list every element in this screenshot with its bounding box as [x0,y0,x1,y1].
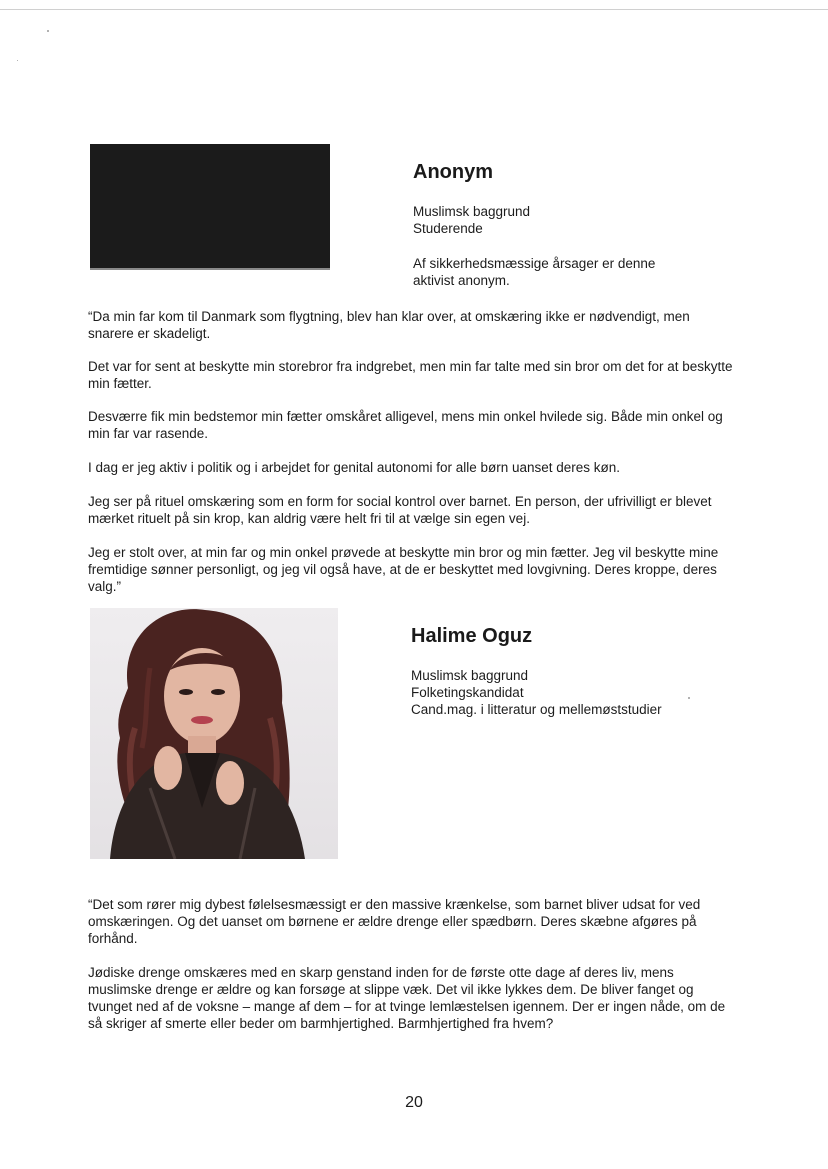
quote-paragraph: “Det som rører mig dybest følelsesmæssigt er den massive krænkelse, som barnet bliver udsat for ved omskæringen. Og det uanset om børnene er ældre drenge eller spædbørn. Deres skæbne afgøres på forhånd. [88,897,701,946]
quote-paragraph: Desværre fik min bedstemor min fætter omskåret alligevel, mens min onkel hvilede sig. Både min onkel og min far var rasende. [88,409,723,441]
scan-edge-line [0,9,828,10]
profile-detail-line: Cand.mag. i litteratur og mellemøststudier [411,702,662,717]
profile-name-anonym: Anonym [413,161,493,183]
scan-speck [17,60,18,61]
profile-note-anonym [413,255,655,289]
profile-note-line: aktivist anonym. [413,273,510,288]
quote-paragraph: Jødiske drenge omskæres med en skarp genstand inden for de første otte dage af deres liv, mens muslimske drenge er ældre og kan forsøge at slippe væk. Det vil ikke lykkes dem. De bliver fanget og tvunget ned af de voksne – mange af dem – for at tvinge lemlæstelsen igennem. Der er ingen nåde, om de så skriger af smerte eller beder om barmhjertighed. Barmhjertighed fra hvem? [88,965,726,1031]
quote-paragraph: Jeg ser på rituel omskæring som en form for social kontrol over barnet. En person, der ufrivilligt er blevet mærket rituelt på sin krop, kan aldrig være helt fri til at vælge sin egen vej. [88,494,712,526]
profile-note-line: Af sikkerhedsmæssige årsager er denne [413,256,656,271]
quote-paragraph: Jeg er stolt over, at min far og min onkel prøvede at beskytte min bror og min fætter. Jeg vil beskytte mine fremtidige sønner personligt, og jeg vil også have, at de er beskyttet med lovgivning. Deres kroppe, deres valg.” [88,545,719,594]
profile-details-halime-oguz [411,667,662,718]
profile-detail-line: Muslimsk baggrund [413,204,531,219]
redacted-photo [90,144,330,270]
quote-paragraph: “Da min far kom til Danmark som flygtning, blev han klar over, at omskæring ikke er nødvendigt, men snarere er skadeligt. [88,309,690,341]
quote-paragraph: Det var for sent at beskytte min storebror fra indgrebet, men min far talte med sin bror om det for at beskytte min fætter. [88,359,733,391]
profile-detail-line: Folketingskandidat [411,685,524,700]
page-number: 20 [405,1094,423,1111]
profile-detail-line: Studerende [413,221,483,236]
scan-speck [47,30,49,32]
quote-paragraph: I dag er jeg aktiv i politik og i arbejdet for genital autonomi for alle børn uanset deres køn. [88,460,621,475]
profile-detail-line: Muslimsk baggrund [411,668,529,683]
profile-name-halime-oguz: Halime Oguz [411,625,533,647]
profile-details-anonym [413,203,530,237]
scan-speck [688,697,690,699]
portrait-photo [90,608,338,859]
